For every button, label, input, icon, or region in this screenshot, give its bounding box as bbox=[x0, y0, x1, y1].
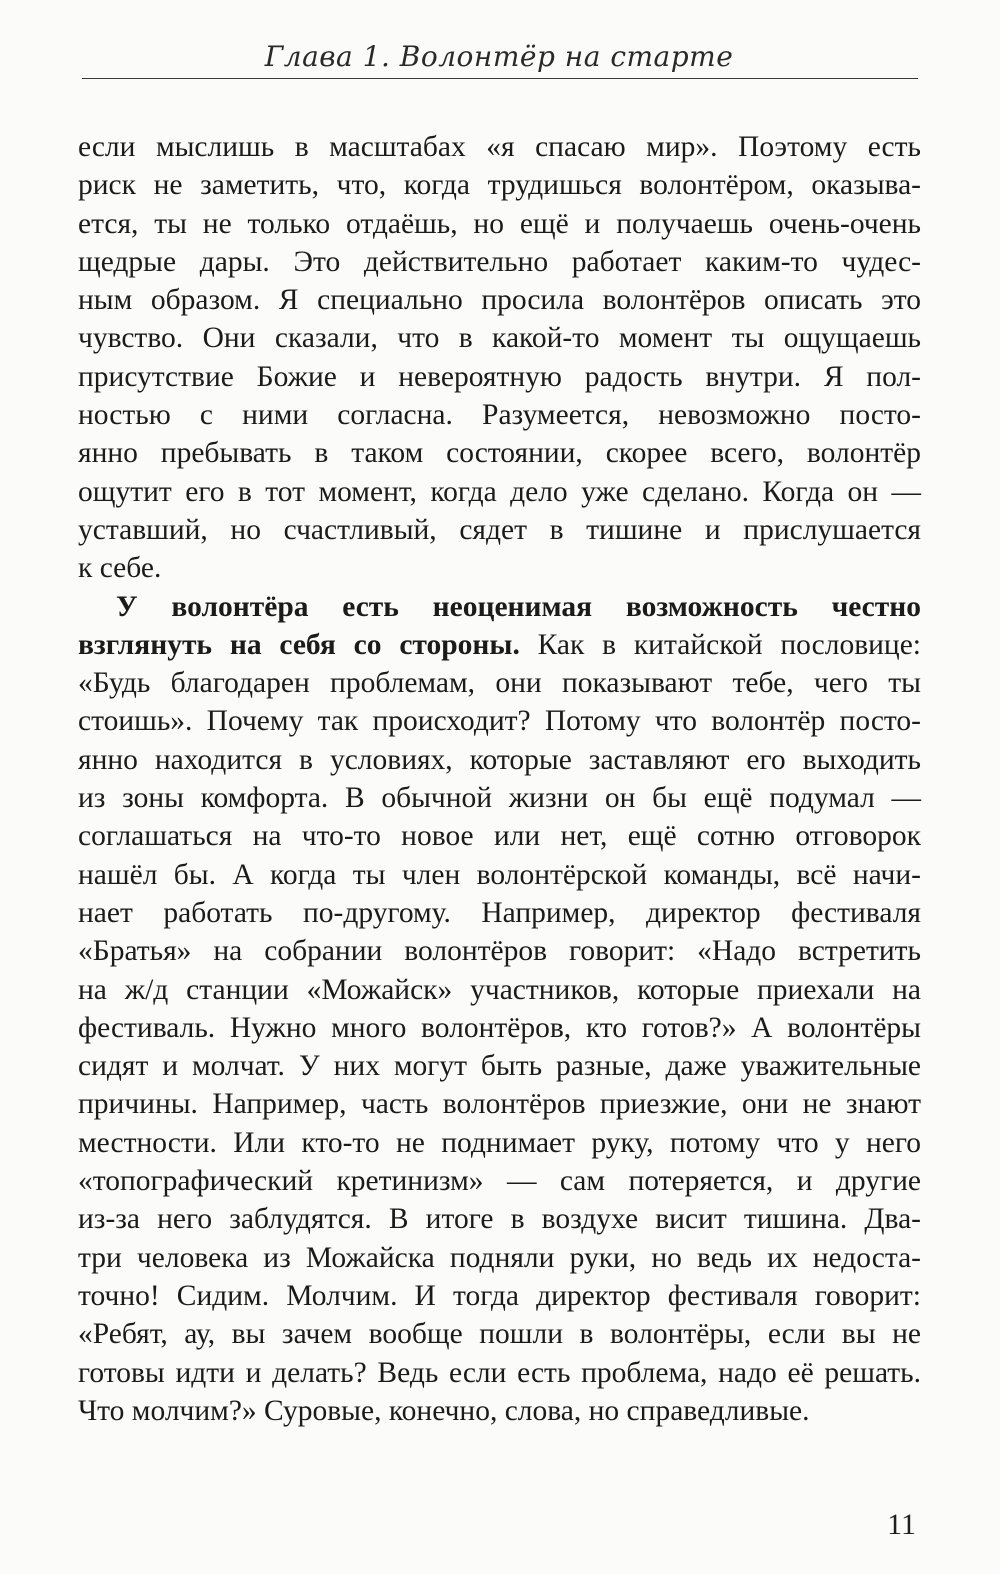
text-line: ется, ты не только отдаёшь, но ещё и получаешь очень-очень bbox=[78, 207, 921, 240]
page-number: 11 bbox=[887, 1508, 916, 1541]
text-line: стоишь». Почему так происходит? Потому что волонтёр посто- bbox=[78, 705, 921, 738]
text-line: готовы идти и делать? Ведь если есть проблема, надо её решать. bbox=[78, 1356, 921, 1389]
text-fragment: Как в китайской пословице: bbox=[519, 628, 921, 661]
text-line: ным образом. Я специально просила волонтёров описать это bbox=[78, 284, 921, 317]
lead-phrase-part-1: У волонтёра есть неоценимая возможность честно bbox=[116, 590, 921, 623]
text-line: янно находится в условиях, которые заставляют его выходить bbox=[78, 743, 921, 776]
lead-phrase-part-2: взглянуть на себя со стороны. bbox=[78, 628, 520, 661]
paragraph-1 bbox=[78, 128, 921, 588]
text-line: нашёл бы. А когда ты член волонтёрской команды, всё начи- bbox=[78, 858, 921, 891]
text-line bbox=[78, 626, 921, 664]
text-line: нает работать по-другому. Например, директор фестиваля bbox=[78, 896, 921, 929]
text-line: местности. Или кто-то не поднимает руку, потому что у него bbox=[78, 1126, 921, 1159]
text-line: если мыслишь в масштабах «я спасаю мир». Поэтому есть bbox=[78, 131, 921, 163]
text-line: фестиваль. Нужно много волонтёров, кто готов?» А волонтёры bbox=[78, 1011, 921, 1044]
text-line: сидят и молчат. У них могут быть разные, даже уважительные bbox=[78, 1050, 921, 1083]
text-line: к себе. bbox=[78, 552, 162, 585]
text-line: янно пребывать в таком состоянии, скорее всего, волонтёр bbox=[78, 437, 921, 470]
text-line: из зоны комфорта. В обычной жизни он бы ещё подумал — bbox=[78, 782, 921, 815]
text-line: причины. Например, часть волонтёров приезжие, они не знают bbox=[78, 1088, 921, 1121]
text-line: точно! Сидим. Молчим. И тогда директор фестиваля говорит: bbox=[78, 1279, 921, 1312]
text-line: «Ребят, ау, вы зачем вообще пошли в волонтёры, если вы не bbox=[78, 1318, 921, 1351]
text-line: «Будь благодарен проблемам, они показывают тебе, чего ты bbox=[78, 667, 921, 700]
text-line: три человека из Можайска подняли руки, но ведь их недоста- bbox=[78, 1241, 921, 1274]
text-line: ощутит его в тот момент, когда дело уже сделано. Когда он — bbox=[78, 475, 921, 508]
text-line: ностью с ними согласна. Разумеется, невозможно посто- bbox=[78, 399, 921, 432]
text-line: из-за него заблудятся. В итоге в воздухе висит тишина. Два- bbox=[78, 1203, 921, 1236]
text-line: Что молчим?» Суровые, конечно, слова, но справедливые. bbox=[78, 1394, 810, 1427]
text-line: «Братья» на собрании волонтёров говорит: «Надо встретить bbox=[78, 935, 921, 968]
header-rule bbox=[82, 78, 918, 79]
text-line: чувство. Они сказали, что в какой-то момент ты ощущаешь bbox=[78, 322, 921, 355]
body-text bbox=[78, 128, 921, 1430]
text-line: «топографический кретинизм» — сам потеряется, и другие bbox=[78, 1165, 921, 1198]
running-head: Глава 1. Волонтёр на старте bbox=[264, 40, 734, 73]
text-line: на ж/д станции «Можайск» участников, которые приехали на bbox=[78, 973, 921, 1006]
text-line bbox=[78, 588, 921, 626]
text-line: соглашаться на что-то новое или нет, ещё сотню отговорок bbox=[78, 820, 921, 853]
text-line: присутствие Божие и невероятную радость внутри. Я пол- bbox=[78, 360, 921, 393]
paragraph-2 bbox=[78, 588, 921, 1431]
text-line: риск не заметить, что, когда трудишься волонтёром, оказыва- bbox=[78, 169, 921, 202]
text-line: уставший, но счастливый, сядет в тишине и прислушается bbox=[78, 513, 921, 546]
text-line: щедрые дары. Это действительно работает каким-то чудес- bbox=[78, 245, 921, 278]
